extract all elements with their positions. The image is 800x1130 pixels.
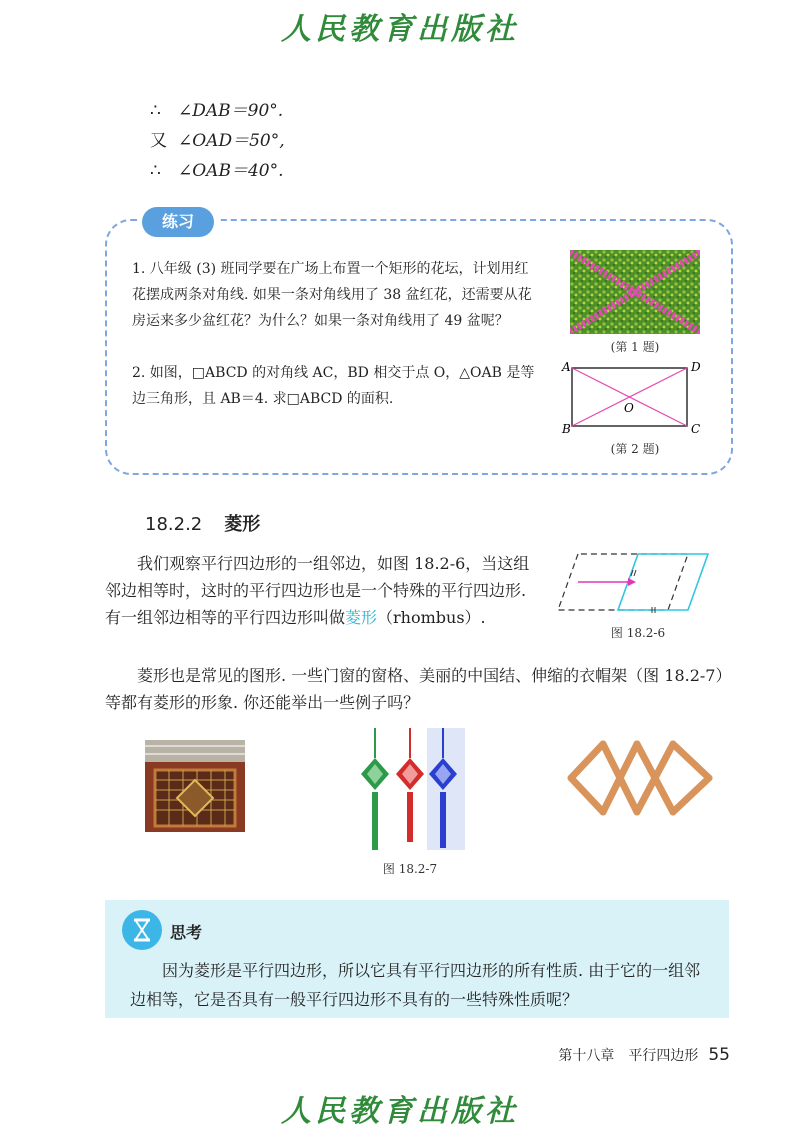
exercise-title: 练习 [142,207,214,237]
window-lattice-photo [145,740,245,832]
proof-step-1 [150,96,283,121]
vertex-label-a: A [562,360,571,374]
vertex-label-c: C [691,422,701,436]
flower-bed-figure [570,250,700,334]
exercise-item-2: 2. 如图，□ABCD 的对角线 AC，BD 相交于点 O，△OAB 是等边三角形，且 AB＝4. 求□ABCD 的面积. [132,365,535,407]
proof-step-2 [150,126,285,151]
thinker-icon [120,908,164,952]
proof-text: ∠OAB＝40°. [178,161,284,181]
think-title: 思考 [170,923,203,942]
chinese-knots-photo [355,728,465,850]
page-footer [520,1045,730,1065]
section-heading [145,510,260,536]
exercise-item-1: 1. 八年级 (3) 班同学要在广场上布置一个矩形的花坛，计划用红花摆成两条对角线. 如果一条对角线用了 38 盆红花，还需要从花房运来多少盆红花？为什么？如果一条对角线用了 49 盆呢？ [132,261,532,329]
publisher-logo: 人民教育出版社 [281,12,519,47]
arrow-head-icon [628,578,636,586]
rhombus-transform-figure [548,548,718,618]
proof-text: ∠DAB＝90°. [178,101,284,121]
publisher-logo-bottom: 人民教育出版社 [281,1094,519,1129]
rack-slats [571,744,709,812]
expandable-rack-photo [565,738,715,818]
section-title: 菱形 [224,514,261,535]
paragraph-1-tail: （rhombus）. [377,608,486,627]
paragraph-1-text: 我们观察平行四边形的一组邻边，如图 18.2-6，当这组邻边相等时，这时的平行四边形也是一个特殊的平行四边形. 有一组邻边相等的平行四边形叫做 [105,554,530,627]
vertex-label-d: D [691,360,701,374]
equal-tick [634,570,636,576]
figure-18-2-7-caption: 图 18.2-7 [382,862,438,876]
page-number: 55 [708,1045,730,1065]
rectangle-figure [558,360,708,436]
section-number: 18.2.2 [145,514,203,535]
paragraph-2: 菱形也是常见的图形. 一些门窗的窗格、美丽的中国结、伸缩的衣帽架（图 18.2-7）等都有菱形的形象. 你还能举出一些例子吗？ [105,666,732,712]
green-knot [361,728,389,850]
red-knot [396,728,424,842]
paragraph-1 [105,550,537,631]
figure-1-caption: (第 1 题) [610,340,660,354]
proof-symbol: ∴ [150,161,161,181]
chapter-label: 第十八章 平行四边形 [558,1048,699,1064]
figure-2-caption: (第 2 题) [610,442,660,456]
proof-text: ∠OAD＝50°, [178,131,285,151]
proof-symbol: 又 [150,131,167,151]
figure-18-2-6-caption: 图 18.2-6 [610,626,666,640]
center-label-o: O [624,401,634,415]
proof-symbol: ∴ [150,101,161,121]
proof-step-3 [150,156,284,181]
term-rhombus: 菱形 [345,608,378,627]
think-text: 因为菱形是平行四边形，所以它具有平行四边形的所有性质. 由于它的一组邻边相等，它是否具有一般平行四边形不具有的一些特殊性质呢？ [130,961,701,1009]
vertex-label-b: B [562,422,571,436]
